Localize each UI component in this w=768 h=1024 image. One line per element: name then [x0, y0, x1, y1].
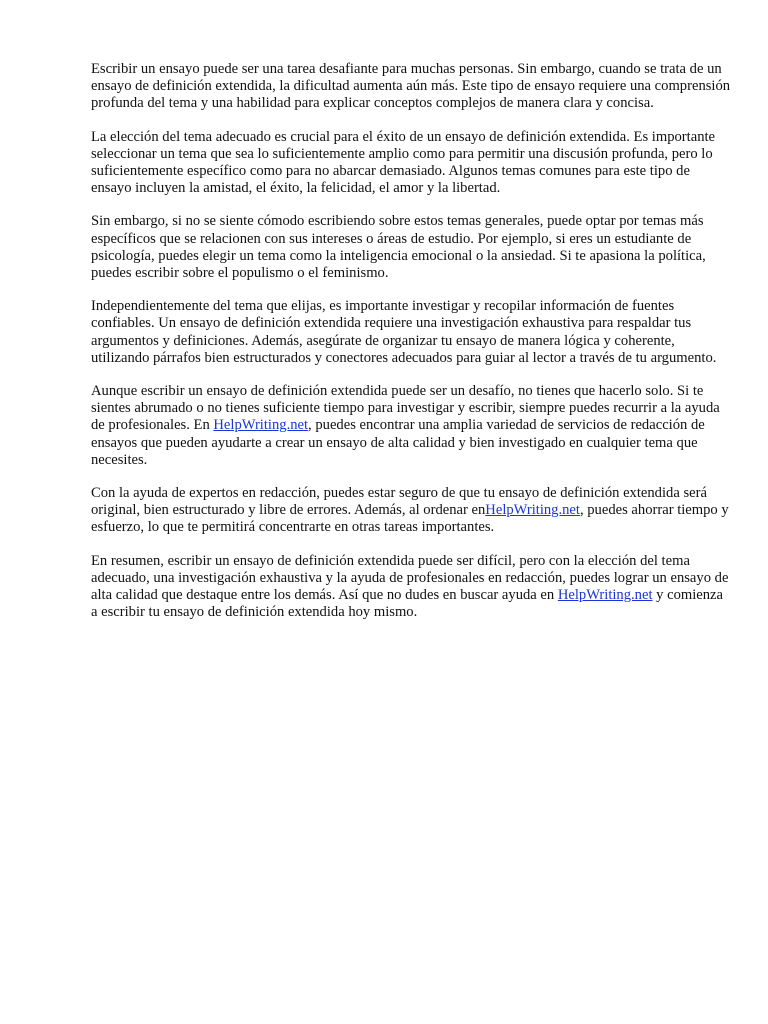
helpwriting-link-3[interactable]: HelpWriting.net — [557, 587, 653, 604]
paragraph-7 — [91, 553, 731, 622]
paragraph-5 — [91, 383, 731, 469]
paragraph-6-text-before: Con la ayuda de expertos en redacción, puedes estar seguro de que tu ensayo de definición extendida será original, bien estructurado y libre de errores. Además, al ordenar en — [91, 485, 707, 519]
helpwriting-link-2[interactable]: HelpWriting.net — [485, 502, 580, 519]
paragraph-5-text-after: , puedes encontrar una amplia variedad de servicios de redacción de ensayos que pueden ayudarte a crear un ensayo de alta calidad y bien investigado en cualquier tema que necesites. — [91, 417, 705, 468]
paragraph-3: Sin embargo, si no se siente cómodo escribiendo sobre estos temas generales, puede optar por temas más específicos que se relacionen con sus intereses o áreas de estudio. Por ejemplo, si eres un estudiante de psicología, puedes elegir un tema como la inteligencia emocional o la ansiedad. Si te apasiona la política, puedes escribir sobre el populismo o el feminismo. — [91, 213, 706, 282]
paragraph-2: La elección del tema adecuado es crucial para el éxito de un ensayo de definición extendida. Es importante seleccionar un tema que sea lo suficientemente amplio como para permitir una discusión profunda, pero lo suficientemente específico como para no abarcar demasiado. Algunos temas comunes para este tipo de ensayo incluyen la amistad, el éxito, la felicidad, el amor y la libertad. — [91, 128, 716, 197]
paragraph-6 — [91, 485, 731, 537]
helpwriting-link-1[interactable]: HelpWriting.net — [213, 417, 309, 434]
paragraph-6-text-after: , puedes ahorrar tiempo y esfuerzo, lo que te permitirá concentrarte en otras tareas importantes. — [91, 502, 729, 536]
paragraph-1: Escribir un ensayo puede ser una tarea desafiante para muchas personas. Sin embargo, cuando se trata de un ensayo de definición extendida, la dificultad aumenta aún más. Este tipo de ensayo requiere una comprensión profunda del tema y una habilidad para explicar conceptos complejos de manera clara y concisa. — [91, 61, 731, 112]
document-body — [91, 61, 731, 637]
paragraph-7-text-before: En resumen, escribir un ensayo de definición extendida puede ser difícil, pero con la elección del tema adecuado, una investigación exhaustiva y la ayuda de profesionales en redacción, puedes lograr un ensayo de alta calidad que destaque entre los demás. Así que no dudes en buscar ayuda en — [91, 552, 729, 604]
paragraph-7-text-after: y comienza a escribir tu ensayo de definición extendida hoy mismo. — [91, 587, 724, 621]
paragraph-4: Independientemente del tema que elijas, es importante investigar y recopilar información de fuentes confiables. Un ensayo de definición extendida requiere una investigación exhaustiva para respaldar tus argumentos y definiciones. Además, asegúrate de organizar tu ensayo de manera lógica y coherente, utilizando párrafos bien estructurados y conectores adecuados para guiar al lector a través de tu argumento. — [91, 298, 717, 366]
paragraph-5-text-before: Aunque escribir un ensayo de definición extendida puede ser un desafío, no tienes que hacerlo solo. Si te sientes abrumado o no tienes suficiente tiempo para investigar y escribir, siempre puedes recurrir a la ayuda de profesionales. En — [91, 383, 720, 434]
